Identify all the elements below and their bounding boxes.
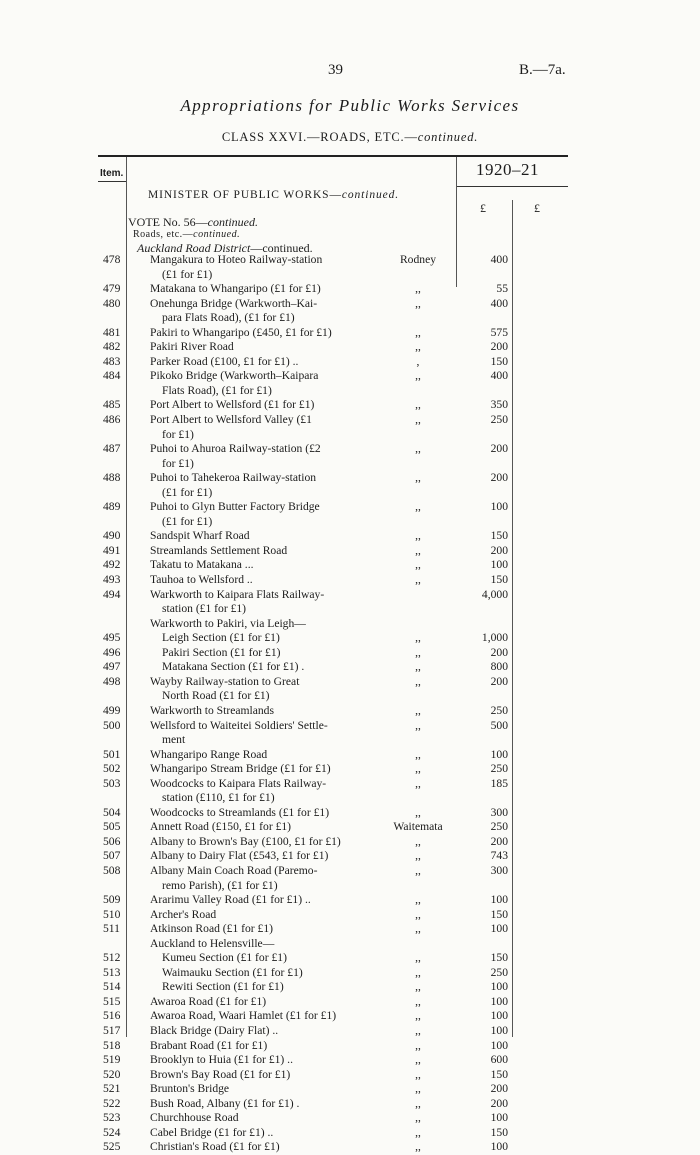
- item-number: 519: [103, 1053, 121, 1067]
- electorate: ,,: [415, 776, 421, 790]
- amount: 200: [490, 543, 508, 557]
- road-description: Archer's Road: [150, 907, 217, 921]
- table-row: [0, 428, 700, 443]
- electorate: ,,: [415, 660, 421, 674]
- roads-heading-text: Roads, etc.—: [133, 229, 194, 240]
- electorate: ,,: [415, 674, 421, 688]
- class-heading-continued: continued.: [417, 130, 479, 144]
- electorate: ,,: [415, 1140, 421, 1154]
- amount: 600: [490, 1053, 508, 1067]
- item-number: 488: [103, 471, 121, 485]
- table-row: [0, 1111, 700, 1126]
- road-description: Matakana Section (£1 for £1) .: [162, 660, 305, 674]
- electorate: ,,: [415, 1038, 421, 1052]
- item-number: 525: [103, 1140, 121, 1154]
- amount: 55: [496, 282, 508, 296]
- table-row: [0, 835, 700, 850]
- amount: 800: [490, 660, 508, 674]
- road-description: Leigh Section (£1 for £1): [162, 631, 280, 645]
- table-row: [0, 704, 700, 719]
- amount: 200: [490, 340, 508, 354]
- item-number: 512: [103, 951, 121, 965]
- item-number: 493: [103, 573, 121, 587]
- electorate: ,,: [415, 296, 421, 310]
- electorate: ,,: [415, 500, 421, 514]
- item-number: 499: [103, 703, 121, 717]
- road-description: for £1): [162, 427, 194, 441]
- district-name: Auckland Road District: [137, 241, 251, 255]
- electorate: ,,: [415, 834, 421, 848]
- item-number: 504: [103, 805, 121, 819]
- road-description: (£1 for £1): [162, 514, 213, 528]
- item-number: 481: [103, 325, 121, 339]
- document-reference: B.—7a.: [519, 62, 566, 78]
- amount: 200: [490, 471, 508, 485]
- item-number: 487: [103, 442, 121, 456]
- item-number: 500: [103, 718, 121, 732]
- table-row: [0, 646, 700, 661]
- amount: 100: [490, 500, 508, 514]
- table-row: [0, 471, 700, 486]
- table-row: [0, 573, 700, 588]
- road-description: Pikoko Bridge (Warkworth–Kaipara: [150, 369, 319, 383]
- item-number: 485: [103, 398, 121, 412]
- road-description: Pakiri River Road: [150, 340, 234, 354]
- amount: 400: [490, 296, 508, 310]
- road-description: Parker Road (£100, £1 for £1) ..: [150, 354, 299, 368]
- item-number: 501: [103, 747, 121, 761]
- amount: 1,000: [481, 631, 508, 645]
- item-number: 492: [103, 558, 121, 572]
- currency-symbol: £: [534, 201, 540, 215]
- amount: 400: [490, 369, 508, 383]
- electorate: ,,: [415, 1023, 421, 1037]
- item-number: 506: [103, 834, 121, 848]
- item-number: 505: [103, 820, 121, 834]
- amount: 100: [490, 1111, 508, 1125]
- electorate: ,,: [415, 849, 421, 863]
- electorate: Waitemata: [393, 820, 443, 834]
- table-row: [0, 500, 700, 515]
- amount: 100: [490, 980, 508, 994]
- road-description: Puhoi to Ahuroa Railway-station (£2: [150, 442, 321, 456]
- page-title: Appropriations for Public Works Services: [180, 96, 520, 115]
- road-description: Auckland to Helensville—: [150, 936, 275, 950]
- road-description: Takatu to Matakana ...: [150, 558, 254, 572]
- item-number: 518: [103, 1038, 121, 1052]
- table-row: [0, 937, 700, 952]
- item-number: 494: [103, 587, 121, 601]
- table-row: [0, 413, 700, 428]
- table-row: [0, 748, 700, 763]
- table-row: [0, 253, 700, 268]
- amount: 150: [490, 529, 508, 543]
- table-row: [0, 762, 700, 777]
- road-description: station (£1 for £1): [162, 602, 247, 616]
- amount: 300: [490, 805, 508, 819]
- table-row: [0, 602, 700, 617]
- table-row: [0, 893, 700, 908]
- item-number: 495: [103, 631, 121, 645]
- amount: 250: [490, 762, 508, 776]
- item-number: 484: [103, 369, 121, 383]
- road-description: North Road (£1 for £1): [162, 689, 270, 703]
- road-description: Albany Main Coach Road (Paremo-: [150, 863, 318, 877]
- amount: 200: [490, 442, 508, 456]
- electorate: ,,: [415, 340, 421, 354]
- minister-heading-continued: continued.: [341, 189, 400, 201]
- class-heading: [0, 130, 700, 145]
- electorate: ,,: [415, 1053, 421, 1067]
- table-row: [0, 879, 700, 894]
- road-description: Sandspit Wharf Road: [150, 529, 250, 543]
- electorate: ,,: [415, 573, 421, 587]
- item-number: 497: [103, 660, 121, 674]
- road-description: Flats Road), (£1 for £1): [162, 383, 272, 397]
- table-row: [0, 326, 700, 341]
- electorate: ,,: [415, 965, 421, 979]
- road-description: Puhoi to Tahekeroa Railway-station: [150, 471, 317, 485]
- electorate: ,,: [415, 558, 421, 572]
- amount: 250: [490, 820, 508, 834]
- item-number: 515: [103, 994, 121, 1008]
- amount: 200: [490, 1096, 508, 1110]
- road-description: Woodcocks to Kaipara Flats Railway-: [150, 776, 327, 790]
- table-row: [0, 675, 700, 690]
- table-row: [0, 297, 700, 312]
- road-description: Whangaripo Stream Bridge (£1 for £1): [150, 762, 331, 776]
- road-description: Woodcocks to Streamlands (£1 for £1): [150, 805, 330, 819]
- header-bottom-rule: [98, 181, 126, 182]
- amount: 200: [490, 1082, 508, 1096]
- table-row: [0, 384, 700, 399]
- table-row: [0, 398, 700, 413]
- table-row: [0, 617, 700, 632]
- electorate: ,,: [415, 398, 421, 412]
- amount: 150: [490, 907, 508, 921]
- electorate: ,,: [415, 805, 421, 819]
- road-description: remo Parish), (£1 for £1): [162, 878, 278, 892]
- item-number: 491: [103, 543, 121, 557]
- vote-heading: [128, 215, 258, 230]
- electorate: ,,: [415, 631, 421, 645]
- amount: 150: [490, 951, 508, 965]
- item-number: 522: [103, 1096, 121, 1110]
- road-description: Albany to Dairy Flat (£543, £1 for £1): [150, 849, 329, 863]
- item-number: 513: [103, 965, 121, 979]
- amount: 100: [490, 1023, 508, 1037]
- page-number: 39: [328, 62, 343, 78]
- amount: 150: [490, 1125, 508, 1139]
- item-number: 523: [103, 1111, 121, 1125]
- electorate: ,,: [415, 1082, 421, 1096]
- amount: 150: [490, 354, 508, 368]
- item-number: 480: [103, 296, 121, 310]
- table-row: [0, 486, 700, 501]
- item-number: 516: [103, 1009, 121, 1023]
- table-row: [0, 791, 700, 806]
- item-number: 502: [103, 762, 121, 776]
- electorate: Rodney: [399, 253, 437, 266]
- table-top-rule: [98, 155, 568, 157]
- electorate: ,,: [415, 1111, 421, 1125]
- road-description: station (£110, £1 for £1): [162, 791, 275, 805]
- item-number: 478: [103, 253, 121, 266]
- road-description: Pakiri to Whangaripo (£450, £1 for £1): [150, 325, 332, 339]
- item-number: 511: [103, 922, 120, 936]
- road-description: Cabel Bridge (£1 for £1) ..: [150, 1125, 274, 1139]
- road-description: (£1 for £1): [162, 267, 213, 281]
- table-row: [0, 849, 700, 864]
- road-description: Puhoi to Glyn Butter Factory Bridge: [150, 500, 320, 514]
- vote-heading-continued: continued.: [207, 215, 258, 229]
- item-number: 496: [103, 645, 121, 659]
- table-row: [0, 1097, 700, 1112]
- item-number: 503: [103, 776, 121, 790]
- amount: 4,000: [481, 587, 508, 601]
- item-number: 508: [103, 863, 121, 877]
- road-description: (£1 for £1): [162, 485, 213, 499]
- amount: 200: [490, 674, 508, 688]
- item-number: 517: [103, 1023, 121, 1037]
- item-number: 514: [103, 980, 121, 994]
- district-continued: —continued.: [250, 241, 313, 255]
- table-row: [0, 311, 700, 326]
- appropriations-table-body: [0, 253, 700, 1155]
- amount: 100: [490, 922, 508, 936]
- table-row: [0, 515, 700, 530]
- item-column-header: Item.: [100, 168, 124, 179]
- electorate: ,: [416, 354, 420, 368]
- road-description: Annett Road (£150, £1 for £1): [150, 820, 292, 834]
- road-description: Bush Road, Albany (£1 for £1) .: [150, 1096, 300, 1110]
- item-number: 479: [103, 282, 121, 296]
- amount: 150: [490, 1067, 508, 1081]
- road-description: for £1): [162, 456, 194, 470]
- minister-heading: [148, 189, 399, 201]
- year-column-header: 1920–21: [476, 160, 539, 179]
- electorate: ,,: [415, 369, 421, 383]
- table-row: [0, 820, 700, 835]
- road-description: Awaroa Road, Waari Hamlet (£1 for £1): [150, 1009, 337, 1023]
- road-description: Christian's Road (£1 for £1): [150, 1140, 280, 1154]
- road-description: Waimauku Section (£1 for £1): [162, 965, 303, 979]
- electorate: ,,: [415, 1125, 421, 1139]
- table-row: [0, 922, 700, 937]
- table-row: [0, 660, 700, 675]
- amount: 500: [490, 718, 508, 732]
- table-row: [0, 995, 700, 1010]
- amount: 350: [490, 398, 508, 412]
- road-description: Pakiri Section (£1 for £1): [162, 645, 281, 659]
- item-number: 490: [103, 529, 121, 543]
- road-description: Ararimu Valley Road (£1 for £1) ..: [150, 893, 311, 907]
- table-row: [0, 864, 700, 879]
- item-number: 483: [103, 354, 121, 368]
- road-description: Awaroa Road (£1 for £1): [150, 994, 267, 1008]
- electorate: ,,: [415, 543, 421, 557]
- electorate: ,,: [415, 980, 421, 994]
- table-row: [0, 951, 700, 966]
- table-row: [0, 1082, 700, 1097]
- electorate: ,,: [415, 413, 421, 427]
- road-description: ment: [162, 733, 186, 747]
- road-description: Matakana to Whangaripo (£1 for £1): [150, 282, 321, 296]
- table-row: [0, 442, 700, 457]
- minister-heading-text: MINISTER OF PUBLIC WORKS—: [148, 189, 342, 201]
- table-row: [0, 1024, 700, 1039]
- table-row: [0, 340, 700, 355]
- amount: 743: [490, 849, 508, 863]
- table-row: [0, 719, 700, 734]
- table-row: [0, 457, 700, 472]
- amount: 100: [490, 1009, 508, 1023]
- electorate: ,,: [415, 747, 421, 761]
- road-description: Albany to Brown's Bay (£100, £1 for £1): [150, 834, 341, 848]
- table-row: [0, 1068, 700, 1083]
- road-description: Onehunga Bridge (Warkworth–Kai-: [150, 296, 318, 310]
- electorate: ,,: [415, 282, 421, 296]
- table-row: [0, 980, 700, 995]
- amount: 250: [490, 413, 508, 427]
- electorate: ,,: [415, 1067, 421, 1081]
- table-row: [0, 1140, 700, 1155]
- road-description: Brooklyn to Huia (£1 for £1) ..: [150, 1053, 293, 1067]
- road-description: Warkworth to Pakiri, via Leigh—: [150, 616, 306, 630]
- amount: 200: [490, 645, 508, 659]
- table-row: [0, 1126, 700, 1141]
- road-description: Kumeu Section (£1 for £1): [162, 951, 287, 965]
- table-row: [0, 268, 700, 283]
- item-number: 482: [103, 340, 121, 354]
- road-description: Black Bridge (Dairy Flat) ..: [150, 1023, 279, 1037]
- amount: 150: [490, 573, 508, 587]
- table-row: [0, 558, 700, 573]
- item-number: 509: [103, 893, 121, 907]
- road-description: Brown's Bay Road (£1 for £1): [150, 1067, 291, 1081]
- road-description: Tauhoa to Wellsford ..: [150, 573, 253, 587]
- table-row: [0, 1009, 700, 1024]
- amount: 400: [490, 253, 508, 266]
- table-row: [0, 529, 700, 544]
- road-description: Streamlands Settlement Road: [150, 543, 288, 557]
- road-description: Whangaripo Range Road: [150, 747, 268, 761]
- amount: 100: [490, 558, 508, 572]
- electorate: ,,: [415, 703, 421, 717]
- road-description: Wellsford to Waiteitei Soldiers' Settle-: [150, 718, 328, 732]
- item-number: 498: [103, 674, 121, 688]
- electorate: ,,: [415, 1096, 421, 1110]
- amount: 100: [490, 994, 508, 1008]
- electorate: ,,: [415, 762, 421, 776]
- amount: 100: [490, 1038, 508, 1052]
- item-number: 486: [103, 413, 121, 427]
- road-description: Brabant Road (£1 for £1): [150, 1038, 268, 1052]
- road-description: Rewiti Section (£1 for £1): [162, 980, 284, 994]
- roads-heading-continued: continued.: [193, 229, 241, 240]
- electorate: ,,: [415, 863, 421, 877]
- table-row: [0, 689, 700, 704]
- table-row: [0, 1039, 700, 1054]
- roads-heading: [133, 229, 240, 240]
- road-description: Churchhouse Road: [150, 1111, 239, 1125]
- amount: 185: [490, 776, 508, 790]
- electorate: ,,: [415, 922, 421, 936]
- electorate: ,,: [415, 1009, 421, 1023]
- road-description: Mangakura to Hoteo Railway-station: [150, 253, 323, 266]
- road-description: Warkworth to Kaipara Flats Railway-: [150, 587, 325, 601]
- class-heading-text: CLASS XXVI.—ROADS, ETC.—: [221, 130, 418, 144]
- electorate: ,,: [415, 718, 421, 732]
- table-row: [0, 369, 700, 384]
- electorate: ,,: [415, 442, 421, 456]
- table-row: [0, 966, 700, 981]
- amount: 100: [490, 1140, 508, 1154]
- vote-heading-text: VOTE No. 56—: [128, 215, 208, 229]
- table-row: [0, 733, 700, 748]
- table-row: [0, 777, 700, 792]
- table-row: [0, 544, 700, 559]
- amount: 250: [490, 965, 508, 979]
- item-number: 489: [103, 500, 121, 514]
- road-description: Port Albert to Wellsford (£1 for £1): [150, 398, 315, 412]
- road-description: para Flats Road), (£1 for £1): [162, 311, 295, 325]
- item-number: 507: [103, 849, 121, 863]
- electorate: ,,: [415, 529, 421, 543]
- amount: 575: [490, 325, 508, 339]
- item-number: 521: [103, 1082, 121, 1096]
- electorate: ,,: [415, 994, 421, 1008]
- amount: 300: [490, 863, 508, 877]
- road-description: Wayby Railway-station to Great: [150, 674, 300, 688]
- item-number: 524: [103, 1125, 121, 1139]
- table-row: [0, 631, 700, 646]
- electorate: ,,: [415, 951, 421, 965]
- road-description: Brunton's Bridge: [150, 1082, 230, 1096]
- item-number: 510: [103, 907, 121, 921]
- electorate: ,,: [415, 893, 421, 907]
- year-underline: [456, 186, 568, 187]
- road-description: Warkworth to Streamlands: [150, 703, 274, 717]
- amount: 100: [490, 747, 508, 761]
- currency-symbol: £: [480, 201, 486, 215]
- table-row: [0, 282, 700, 297]
- road-description: Port Albert to Wellsford Valley (£1: [150, 413, 312, 427]
- table-row: [0, 588, 700, 603]
- road-description: Atkinson Road (£1 for £1): [150, 922, 274, 936]
- amount: 100: [490, 893, 508, 907]
- table-row: [0, 908, 700, 923]
- table-row: [0, 355, 700, 370]
- electorate: ,,: [415, 325, 421, 339]
- electorate: ,,: [415, 645, 421, 659]
- electorate: ,,: [415, 907, 421, 921]
- table-row: [0, 1053, 700, 1068]
- item-number: 520: [103, 1067, 121, 1081]
- table-row: [0, 806, 700, 821]
- amount: 200: [490, 834, 508, 848]
- amount: 250: [490, 703, 508, 717]
- electorate: ,,: [415, 471, 421, 485]
